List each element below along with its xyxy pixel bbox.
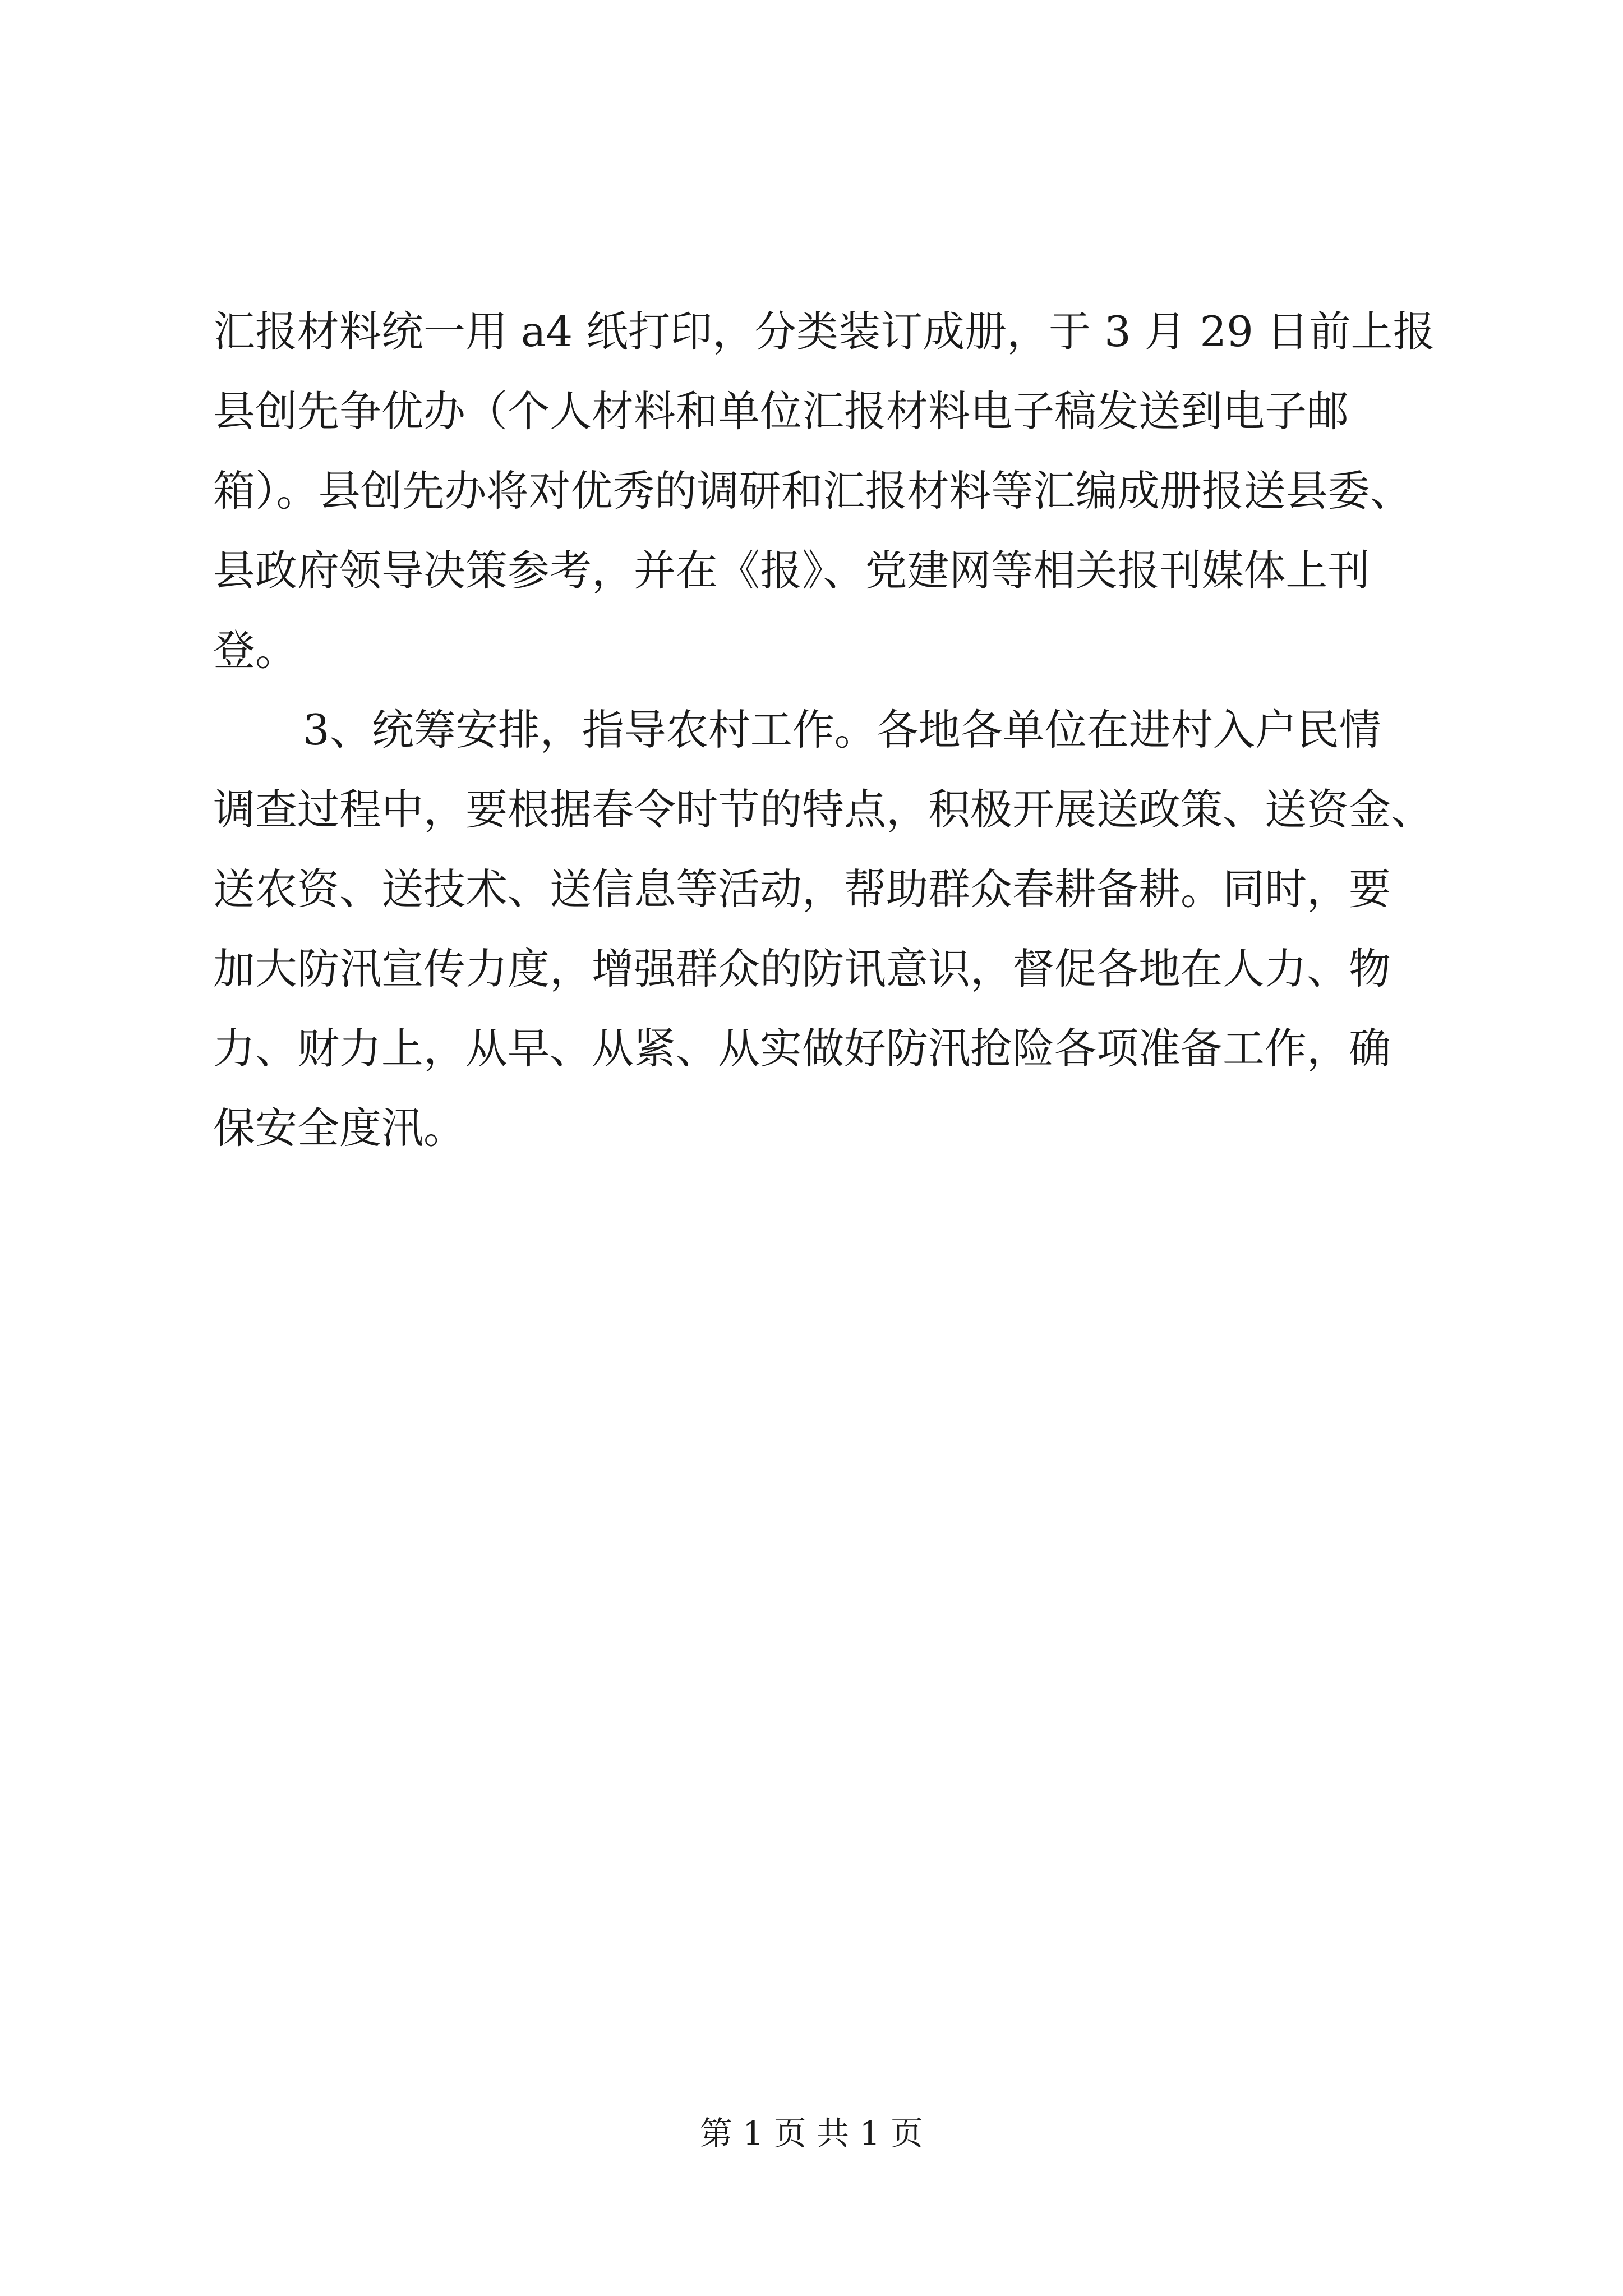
paragraph-line: 加大防汛宣传力度，增强群众的防讯意识，督促各地在人力、物 xyxy=(213,944,1391,993)
document-body xyxy=(213,292,1435,1168)
paragraph-line: 力、财力上，从早、从紧、从实做好防汛抢险各项准备工作，确 xyxy=(213,1024,1391,1073)
paragraph-line: 登。 xyxy=(213,625,298,675)
paragraph-line: 汇报材料统一用 a4 纸打印，分类装订成册，于 3 月 29 日前上报 xyxy=(213,307,1435,356)
paragraph-line: 县创先争优办（个人材料和单位汇报材料电子稿发送到电子邮 xyxy=(213,386,1349,436)
paragraph-line: 箱）。县创先办将对优秀的调研和汇报材料等汇编成册报送县委、 xyxy=(213,466,1412,516)
paragraph-line: 3、统筹安排，指导农村工作。各地各单位在进村入户民情 xyxy=(303,705,1381,754)
paragraph-line: 县政府领导决策参考，并在《报》、党建网等相关报刊媒体上刊 xyxy=(213,546,1370,595)
paragraph-line: 保安全度汛。 xyxy=(213,1103,466,1153)
paragraph-line: 调查过程中，要根据春令时节的特点，积极开展送政策、送资金、 xyxy=(213,785,1433,834)
paragraph-line: 送农资、送技术、送信息等活动，帮助群众春耕备耕。同时，要 xyxy=(213,864,1391,914)
page-footer: 第 1 页 共 1 页 xyxy=(700,2114,923,2152)
